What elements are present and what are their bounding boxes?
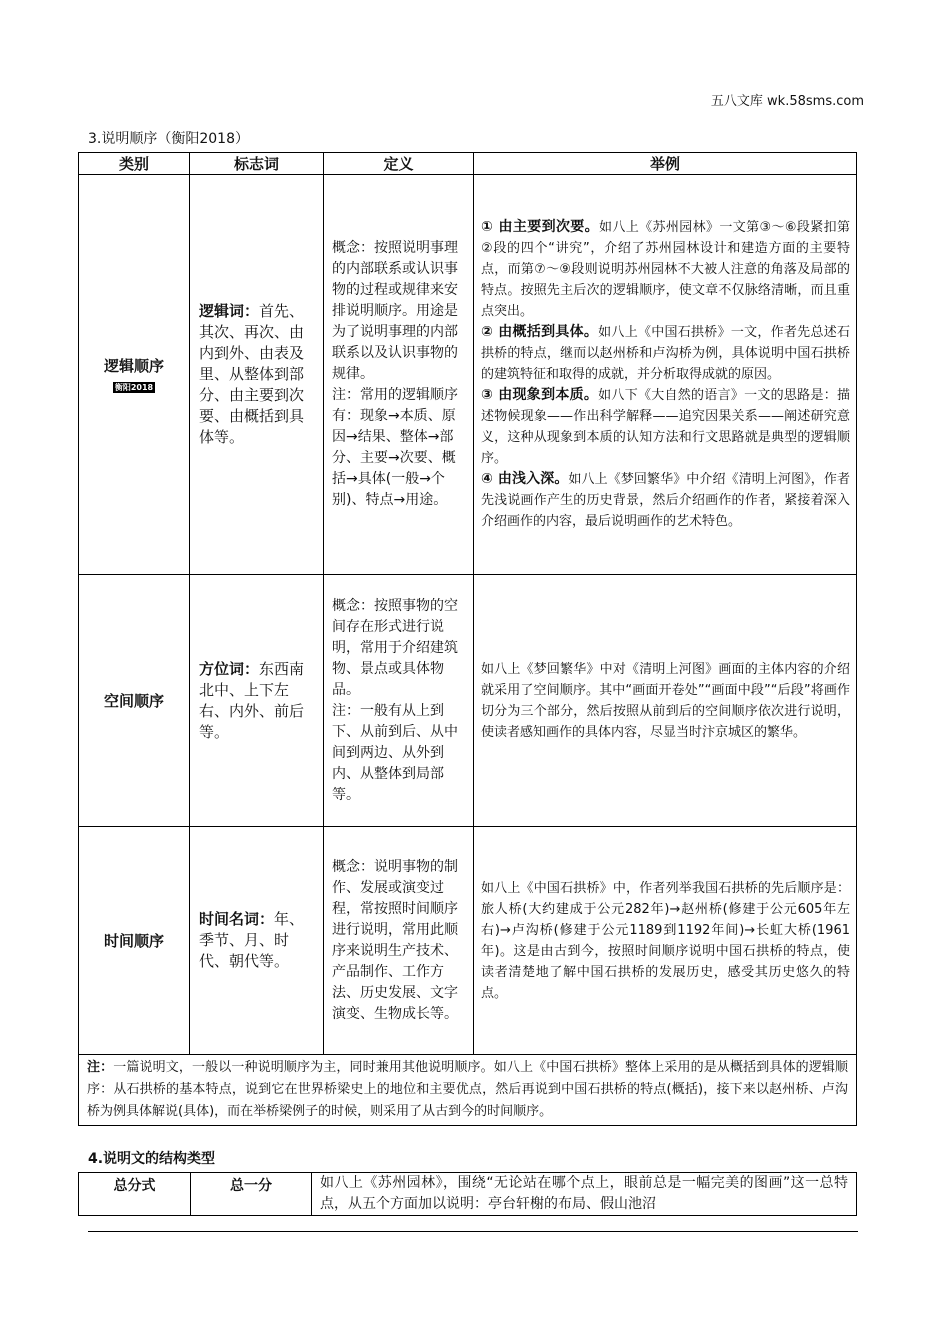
definition-cell <box>324 827 474 1055</box>
table-row <box>79 175 857 575</box>
example-head: ② 由概括到具体。 <box>481 324 599 340</box>
category-cell <box>79 575 190 827</box>
exam-tag: 衡阳2018 <box>114 383 154 392</box>
example-cell <box>474 827 857 1055</box>
category-label: 逻辑顺序 <box>103 357 164 375</box>
definition-cell <box>324 175 474 575</box>
keyword-cell <box>190 827 324 1055</box>
example-text: 如八上《苏州园林》一文第③～⑥段紧扣第②段的四个“讲究”，介绍了苏州园林设计和建造方面的主要特点，而第⑦～⑨段则说明苏州园林不大被人注意的角落及局部的特点。按照先主后次的逻辑顺序，使文章不仅脉络清晰，而且重点突出。 <box>481 220 850 319</box>
example-head: ④ 由浅入深。 <box>481 471 569 487</box>
table-row <box>79 1173 857 1216</box>
example-cell <box>474 575 857 827</box>
structure-type-cell: 总分式 <box>79 1173 191 1216</box>
example-head: ③ 由现象到本质。 <box>481 387 599 403</box>
watermark: 五八文库 wk.58sms.com <box>710 94 864 109</box>
note-label: 注： <box>332 387 360 403</box>
section-4-title: 4.说明文的结构类型 <box>88 1151 216 1167</box>
example-text: 如八上《梦回繁华》中介绍《清明上河图》，作者先浅说画作产生的历史背景，然后介绍画作的作者，紧接着深入介绍画作的内容，最后说明画作的艺术特色。 <box>481 472 850 529</box>
table-footnote-row <box>79 1055 857 1126</box>
definition-label: 概念： <box>332 597 374 614</box>
header-example: 举例 <box>474 153 857 175</box>
footnote-text: 一篇说明文，一般以一种说明顺序为主，同时兼用其他说明顺序。如八上《中国石拱桥》整体上采用的是从概括到具体的逻辑顺序：从石拱桥的基本特点，说到它在世界桥梁史上的地位和主要优点，然后再说到中国石拱桥的特点(概括)，接下来以赵州桥、卢沟桥为例具体解说(具体)，而在举桥梁例子的时候，则采用了从古到今的时间顺序。 <box>87 1060 848 1119</box>
structure-sub-cell: 总一分 <box>191 1173 312 1216</box>
keyword-cell <box>190 575 324 827</box>
keyword-cell <box>190 175 324 575</box>
section-3-title: 3.说明顺序（衡阳2018） <box>88 131 249 147</box>
example-text: 如八上《中国石拱桥》一文，作者先总述石拱桥的特点，继而以赵州桥和卢沟桥为例，具体说明中国石拱桥的建筑特征和取得的成就，并分析取得成就的原因。 <box>481 325 850 382</box>
definition-label: 概念： <box>332 858 374 875</box>
definition-cell <box>324 575 474 827</box>
structure-example-cell: 如八上《苏州园林》，围绕“无论站在哪个点上，眼前总是一幅完美的图画”这一总特点，从五个方面加以说明：亭台轩榭的布局、假山池沼 <box>312 1173 857 1216</box>
note-text: 常用的逻辑顺序有：现象→本质、原因→结果、整体→部分、主要→次要、概括→具体(一般→个别)、特点→用途。 <box>332 387 458 508</box>
keyword-text: 年、季节、月、时代、朝代等。 <box>199 910 305 970</box>
example-item <box>481 469 850 532</box>
category-cell <box>79 827 190 1055</box>
header-definition: 定义 <box>324 153 474 175</box>
header-category: 类别 <box>79 153 190 175</box>
example-item <box>481 385 850 469</box>
keyword-label: 逻辑词： <box>199 302 260 320</box>
category-label: 时间顺序 <box>103 932 164 950</box>
example-head: ① 由主要到次要。 <box>481 219 600 235</box>
table-row <box>79 827 857 1055</box>
definition-label: 概念： <box>332 240 374 256</box>
header-keyword: 标志词 <box>190 153 324 175</box>
keyword-text: 首先、其次、再次、由内到外、由表及里、从整体到部分、由主要到次要、由概括到具体等。 <box>199 302 305 446</box>
footnote-cell <box>79 1055 857 1126</box>
structure-type-table <box>78 1172 857 1216</box>
table-header-row <box>79 153 857 175</box>
explanation-order-table <box>78 152 857 1126</box>
note-text: 一般有从上到下、从前到后、从中间到两边、从外到内、从整体到局部等。 <box>332 702 458 803</box>
table-row <box>79 575 857 827</box>
keyword-label: 方位词： <box>199 659 260 678</box>
category-cell <box>79 175 190 575</box>
footer-divider <box>88 1231 858 1232</box>
example-cell <box>474 175 857 575</box>
definition-text: 按照说明事理的内部联系或认识事物的过程或规律来安排说明顺序。用途是为了说明事理的内部联系以及认识事物的规律。 <box>332 240 458 382</box>
example-text: 如八上《中国石拱桥》中，作者列举我国石拱桥的先后顺序是：旅人桥(大约建成于公元282年)→赵州桥(修建于公元605年左右)→卢沟桥(修建于公元1189到1192年间)→长虹大桥(1961年)。这是由古到今，按照时间顺序说明中国石拱桥的特点，使读者清楚地了解中国石拱桥的发展历史，感受其历史悠久的特点。 <box>481 880 850 1001</box>
example-item <box>481 322 850 385</box>
definition-text: 说明事物的制作、发展或演变过程，常按照时间顺序进行说明，常用此顺序来说明生产技术、产品制作、工作方法、历史发展、文字演变、生物成长等。 <box>332 858 458 1022</box>
example-text: 如八下《大自然的语言》一文的思路是：描述物候现象——作出科学解释——追究因果关系——阐述研究意义，这种从现象到本质的认知方法和行文思路就是典型的逻辑顺序。 <box>481 388 850 466</box>
category-label: 空间顺序 <box>103 692 164 710</box>
definition-text: 按照事物的空间存在形式进行说明，常用于介绍建筑物、景点或具体物品。 <box>332 597 458 698</box>
keyword-label: 时间名词： <box>199 910 275 928</box>
footnote-label: 注： <box>87 1060 114 1075</box>
keyword-text: 东西南北中、上下左右、内外、前后等。 <box>199 659 305 741</box>
note-label: 注： <box>332 702 360 719</box>
example-text: 如八上《梦回繁华》中对《清明上河图》画面的主体内容的介绍就采用了空间顺序。其中“画面开卷处”“画面中段”“后段”将画作切分为三个部分，然后按照从前到后的空间顺序依次进行说明，使读者感知画作的具体内容，尽显当时汴京城区的繁华。 <box>481 661 850 740</box>
example-item <box>481 217 850 322</box>
